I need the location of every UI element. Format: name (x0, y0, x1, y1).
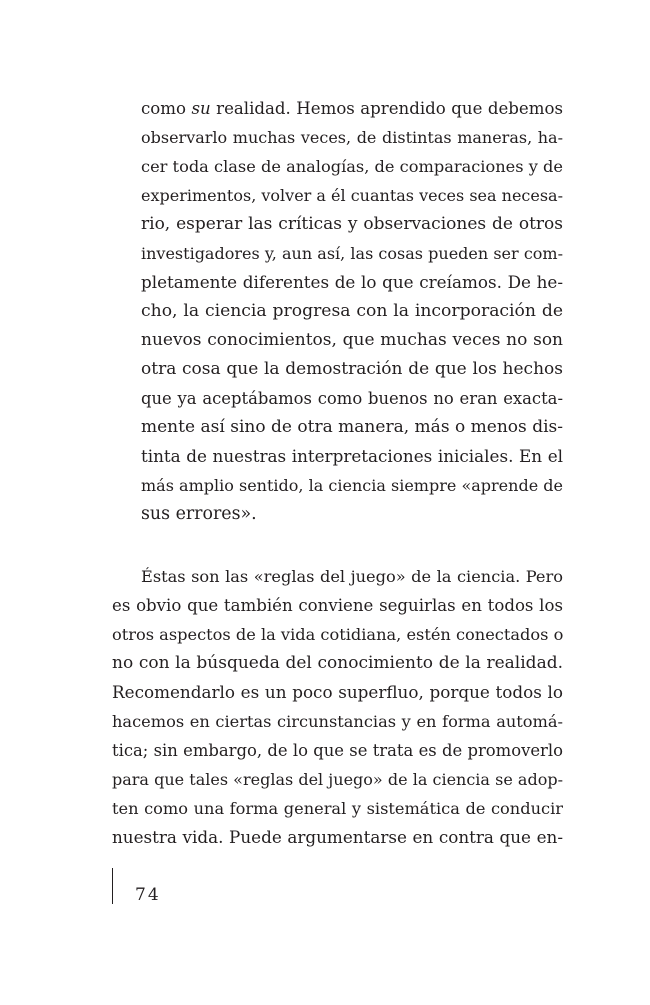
text-line: sus errores». (141, 504, 257, 524)
body-paragraph (112, 562, 563, 852)
text-line: nuestra vida. Puede argumentarse en contra que en- (112, 827, 563, 847)
text-line: no con la búsqueda del conocimiento de la realidad. (112, 653, 563, 673)
text-line: tica; sin embargo, de lo que se trata es de promoverlo (112, 741, 563, 760)
text-line: Recomendarlo es un poco superfluo, porque todos lo (112, 682, 563, 702)
text-line (141, 94, 563, 123)
text-line: hacemos en ciertas circunstancias y en forma automá- (112, 712, 563, 731)
text-run: como (141, 99, 192, 118)
italic-word: su (191, 99, 211, 118)
text-line: experimentos, volver a él cuantas veces sea necesa- (141, 186, 563, 205)
text-line: Éstas son las «reglas del juego» de la ciencia. Pero (141, 567, 563, 586)
text-line: rio, esperar las críticas y observaciones de otros (141, 214, 563, 234)
text-run: realidad. Hemos aprendido que debemos (210, 99, 563, 118)
text-line: para que tales «reglas del juego» de la ciencia se adop- (112, 770, 563, 789)
text-line: investigadores y, aun así, las cosas pueden ser com- (141, 244, 563, 263)
text-line: observarlo muchas veces, de distintas maneras, ha- (141, 128, 563, 147)
text-line: nuevos conocimientos, que muchas veces no son (141, 330, 563, 350)
text-line: otros aspectos de la vida cotidiana, estén conectados o (112, 625, 564, 644)
text-line: otra cosa que la demostración de que los hechos (141, 359, 563, 379)
text-line: mente así sino de otra manera, más o menos dis- (141, 417, 563, 437)
text-line: ten como una forma general y sistemática de conducir (112, 799, 563, 818)
text-line: pletamente diferentes de lo que creíamos. De he- (141, 272, 563, 292)
folio-divider (112, 868, 113, 904)
text-line: tinta de nuestras interpretaciones iniciales. En el (141, 446, 563, 466)
text-line: más amplio sentido, la ciencia siempre «aprende de (141, 476, 563, 495)
text-line: es obvio que también conviene seguirlas en todos los (112, 596, 563, 615)
text-line: que ya aceptábamos como buenos no eran exacta- (141, 389, 563, 408)
indented-paragraph (141, 94, 563, 529)
text-line: cho, la ciencia progresa con la incorporación de (141, 301, 563, 321)
page-number: 74 (135, 885, 161, 905)
text-line: cer toda clase de analogías, de comparaciones y de (141, 157, 563, 176)
